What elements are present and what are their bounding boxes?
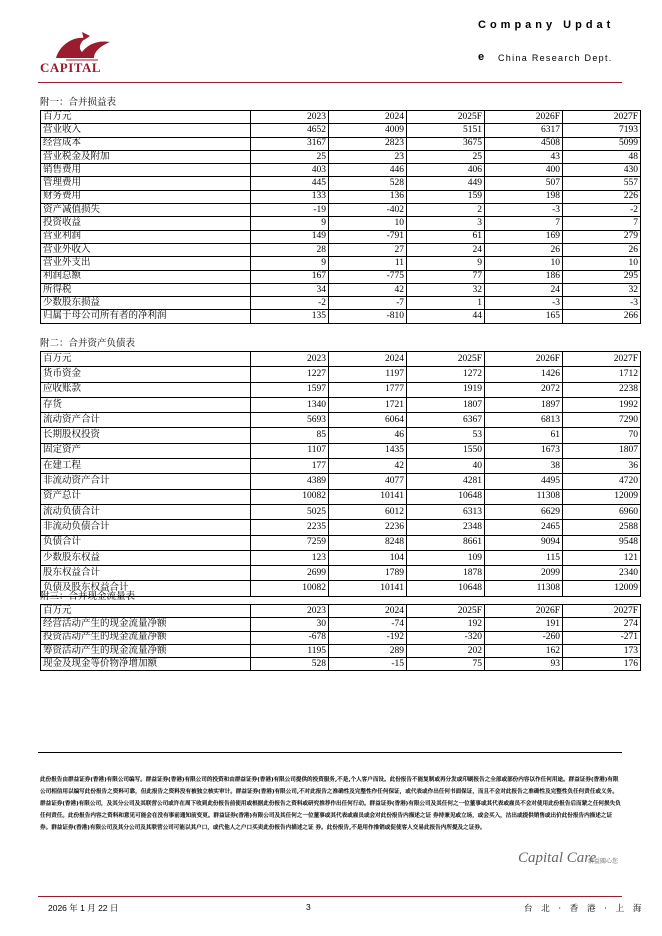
value-cell: 528 [329, 177, 407, 190]
balance-sheet-table [40, 351, 641, 597]
value-cell: 1340 [251, 397, 329, 412]
value-cell: 135 [251, 310, 329, 323]
table-header-row [41, 111, 641, 124]
value-cell: 1878 [407, 566, 485, 581]
value-cell: 1777 [329, 382, 407, 397]
value-cell: 10 [485, 257, 563, 270]
value-cell: 449 [407, 177, 485, 190]
row-label-cell: 投资活动产生的现金流量净额 [41, 631, 251, 644]
value-cell: -2 [251, 297, 329, 310]
table-header-cell: 2027F [563, 111, 641, 124]
value-cell: 7 [485, 217, 563, 230]
balance-sheet-title: 附二：合并资产负债表 [40, 339, 136, 349]
row-label-cell: 现金及现金等价物净增加额 [41, 658, 251, 671]
table-row [41, 504, 641, 519]
row-label-cell: 少数股东损益 [41, 297, 251, 310]
table-header-cell: 百万元 [41, 605, 251, 618]
value-cell: 226 [563, 190, 641, 203]
row-label-cell: 负债合计 [41, 535, 251, 550]
value-cell: 2238 [563, 382, 641, 397]
table-header-cell: 百万元 [41, 111, 251, 124]
value-cell: 25 [407, 150, 485, 163]
value-cell: 61 [407, 230, 485, 243]
row-label-cell: 资产总计 [41, 489, 251, 504]
table-header-cell: 2024 [329, 111, 407, 124]
value-cell: 5099 [563, 137, 641, 150]
page-number: 3 [306, 902, 311, 912]
value-cell: 7193 [563, 124, 641, 137]
value-cell: -775 [329, 270, 407, 283]
value-cell: 1992 [563, 397, 641, 412]
value-cell: 12009 [563, 489, 641, 504]
value-cell: 6629 [485, 504, 563, 519]
row-label-cell: 营业税金及附加 [41, 150, 251, 163]
value-cell: 38 [485, 459, 563, 474]
value-cell: 133 [251, 190, 329, 203]
footer-divider [38, 896, 622, 897]
value-cell: 191 [485, 618, 563, 631]
table-row [41, 658, 641, 671]
value-cell: 70 [563, 428, 641, 443]
disclaimer-text: 此份报告由群益证券(香港)有限公司编写。群益证券(香港)有限公司的投资和由群益证券(香港)有限公司提供的投资服务,不是,个人客户而设。此份报告不能复制或再分发或印刷报告之全部或部份内容以作任何用途。群益证券(香港)有限公司相信用以编写此份报告之资料可靠，但此报告之资料没有被独立核实审计。群益证券(香港)有限公司,不对此报告之准确性及完整性作任何保证，或代表或作出任何书面保证，而且不会对此报告之准确性及完整性负任何责任或义务。群益证券(香港)有限公司，及其分公司及其联营公司或许在周下收到此份报告前使用或根据此份报告之资料或研究推荐作出任何行动。群益证券(香港)有限公司及其任何之一位董事或其代表或雇员不会对使用此份报告后而蒙之任何损失负任何责任。此份报告内容之资料和意见可能会在没有事前通知前变更。群益证券(香港)有限公司及其任何之一位董事或其代表或雇员或会对此份报告内描述之证 券持兼见或立场，或会买入，沽出或提供销售或出价此份报告内描述之证券。群益证券(香港)有限公司及其分公司及其联营公司可能以其户口，或代他人之户口买卖此份报告内描述之证 券。此份报告,不是用作推销或促使客人交易此报告内所提及之证券。 [40, 777, 621, 831]
value-cell: 159 [407, 190, 485, 203]
value-cell: 1789 [329, 566, 407, 581]
value-cell: 557 [563, 177, 641, 190]
value-cell: 403 [251, 164, 329, 177]
table-row [41, 124, 641, 137]
row-label-cell: 非流动资产合计 [41, 474, 251, 489]
value-cell: 5025 [251, 504, 329, 519]
table-row [41, 150, 641, 163]
office-cities: 台 北 · 香 港 · 上 海 [524, 904, 645, 914]
table-row [41, 204, 641, 217]
value-cell: 2588 [563, 520, 641, 535]
value-cell: 75 [407, 658, 485, 671]
value-cell: 192 [407, 618, 485, 631]
table-header-cell: 2023 [251, 111, 329, 124]
value-cell: 2236 [329, 520, 407, 535]
capital-care-tagline: 群益關心您 [588, 859, 619, 865]
table-row [41, 243, 641, 256]
value-cell: 2340 [563, 566, 641, 581]
income-statement-table [40, 110, 641, 324]
table-row [41, 428, 641, 443]
row-label-cell: 长期股权投资 [41, 428, 251, 443]
row-label-cell: 筹资活动产生的现金流量净额 [41, 644, 251, 657]
value-cell: 406 [407, 164, 485, 177]
value-cell: 32 [407, 283, 485, 296]
capital-care-logo: Capital Care [518, 850, 597, 866]
table-row [41, 164, 641, 177]
table-row [41, 618, 641, 631]
value-cell: 30 [251, 618, 329, 631]
value-cell: 53 [407, 428, 485, 443]
value-cell: 123 [251, 550, 329, 565]
value-cell: 6960 [563, 504, 641, 519]
row-label-cell: 在建工程 [41, 459, 251, 474]
value-cell: 10082 [251, 581, 329, 596]
row-label-cell: 应收账款 [41, 382, 251, 397]
value-cell: 36 [563, 459, 641, 474]
table-header-cell: 2024 [329, 352, 407, 367]
table-header-cell: 百万元 [41, 352, 251, 367]
value-cell: 400 [485, 164, 563, 177]
value-cell: 11 [329, 257, 407, 270]
value-cell: 4508 [485, 137, 563, 150]
value-cell: 24 [485, 283, 563, 296]
value-cell: 48 [563, 150, 641, 163]
value-cell: -7 [329, 297, 407, 310]
value-cell: 11308 [485, 489, 563, 504]
row-label-cell: 经营活动产生的现金流量净额 [41, 618, 251, 631]
value-cell: 2699 [251, 566, 329, 581]
value-cell: 25 [251, 150, 329, 163]
value-cell: 28 [251, 243, 329, 256]
value-cell: 167 [251, 270, 329, 283]
value-cell: -2 [563, 204, 641, 217]
table-header-cell: 2026F [485, 352, 563, 367]
value-cell: 279 [563, 230, 641, 243]
row-label-cell: 股东权益合计 [41, 566, 251, 581]
value-cell: 162 [485, 644, 563, 657]
value-cell: 4077 [329, 474, 407, 489]
value-cell: -15 [329, 658, 407, 671]
value-cell: -3 [563, 297, 641, 310]
value-cell: -260 [485, 631, 563, 644]
value-cell: 1919 [407, 382, 485, 397]
table-row [41, 520, 641, 535]
value-cell: 6012 [329, 504, 407, 519]
row-label-cell: 经营成本 [41, 137, 251, 150]
value-cell: -74 [329, 618, 407, 631]
table-row [41, 283, 641, 296]
row-label-cell: 营业外收入 [41, 243, 251, 256]
table-row [41, 217, 641, 230]
value-cell: 2099 [485, 566, 563, 581]
value-cell: 6313 [407, 504, 485, 519]
value-cell: 23 [329, 150, 407, 163]
value-cell: -192 [329, 631, 407, 644]
value-cell: 295 [563, 270, 641, 283]
table-row [41, 137, 641, 150]
value-cell: 1897 [485, 397, 563, 412]
value-cell: 10 [329, 217, 407, 230]
value-cell: -402 [329, 204, 407, 217]
table-row [41, 550, 641, 565]
value-cell: 274 [563, 618, 641, 631]
value-cell: 11308 [485, 581, 563, 596]
value-cell: 93 [485, 658, 563, 671]
value-cell: 1721 [329, 397, 407, 412]
value-cell: 289 [329, 644, 407, 657]
row-label-cell: 营业收入 [41, 124, 251, 137]
value-cell: 2 [407, 204, 485, 217]
table-row [41, 177, 641, 190]
row-label-cell: 流动负债合计 [41, 504, 251, 519]
value-cell: 9548 [563, 535, 641, 550]
value-cell: -271 [563, 631, 641, 644]
value-cell: 4652 [251, 124, 329, 137]
value-cell: 6367 [407, 413, 485, 428]
value-cell: 5693 [251, 413, 329, 428]
value-cell: 10141 [329, 489, 407, 504]
table-header-cell: 2027F [563, 605, 641, 618]
balance-sheet-section [40, 338, 638, 597]
report-type-title: Company Updat [478, 19, 615, 31]
row-label-cell: 非流动负债合计 [41, 520, 251, 535]
value-cell: 27 [329, 243, 407, 256]
table-header-cell: 2025F [407, 111, 485, 124]
value-cell: 507 [485, 177, 563, 190]
department-label: China Research Dept. [498, 53, 613, 63]
value-cell: 177 [251, 459, 329, 474]
table-header-row [41, 352, 641, 367]
value-cell: 4495 [485, 474, 563, 489]
value-cell: 266 [563, 310, 641, 323]
value-cell: 176 [563, 658, 641, 671]
value-cell: 4281 [407, 474, 485, 489]
value-cell: 121 [563, 550, 641, 565]
value-cell: 1435 [329, 443, 407, 458]
value-cell: 34 [251, 283, 329, 296]
value-cell: 3 [407, 217, 485, 230]
logo-text: CAPITAL [40, 60, 102, 75]
value-cell: 10141 [329, 581, 407, 596]
value-cell: 1597 [251, 382, 329, 397]
value-cell: 7259 [251, 535, 329, 550]
table-header-cell: 2025F [407, 352, 485, 367]
report-date: 2026 年 1 月 22 日 [48, 903, 119, 913]
value-cell: 1550 [407, 443, 485, 458]
value-cell: 4009 [329, 124, 407, 137]
value-cell: 6317 [485, 124, 563, 137]
table-header-cell: 2026F [485, 605, 563, 618]
value-cell: 149 [251, 230, 329, 243]
table-row [41, 230, 641, 243]
table-row [41, 566, 641, 581]
value-cell: 4720 [563, 474, 641, 489]
value-cell: 173 [563, 644, 641, 657]
value-cell: 2348 [407, 520, 485, 535]
value-cell: 85 [251, 428, 329, 443]
value-cell: 104 [329, 550, 407, 565]
value-cell: 9 [251, 217, 329, 230]
row-label-cell: 归属于母公司所有者的净利润 [41, 310, 251, 323]
value-cell: 46 [329, 428, 407, 443]
income-statement-title: 附一：合并损益表 [40, 98, 117, 108]
value-cell: 26 [563, 243, 641, 256]
value-cell: 1197 [329, 367, 407, 382]
value-cell: -678 [251, 631, 329, 644]
value-cell: 8661 [407, 535, 485, 550]
value-cell: 446 [329, 164, 407, 177]
report-type-title-end: e [478, 51, 485, 63]
table-header-row [41, 605, 641, 618]
value-cell: 5151 [407, 124, 485, 137]
value-cell: 528 [251, 658, 329, 671]
value-cell: 1426 [485, 367, 563, 382]
value-cell: 43 [485, 150, 563, 163]
value-cell: 165 [485, 310, 563, 323]
table-row [41, 644, 641, 657]
value-cell: 1 [407, 297, 485, 310]
value-cell: 42 [329, 283, 407, 296]
cash-flow-section [40, 591, 638, 671]
value-cell: 169 [485, 230, 563, 243]
row-label-cell: 资产减值损失 [41, 204, 251, 217]
row-label-cell: 投资收益 [41, 217, 251, 230]
value-cell: 9 [407, 257, 485, 270]
value-cell: -320 [407, 631, 485, 644]
table-header-cell: 2023 [251, 605, 329, 618]
value-cell: 1107 [251, 443, 329, 458]
value-cell: 3167 [251, 137, 329, 150]
value-cell: 6813 [485, 413, 563, 428]
value-cell: 7290 [563, 413, 641, 428]
value-cell: 10648 [407, 489, 485, 504]
value-cell: 26 [485, 243, 563, 256]
table-row [41, 367, 641, 382]
value-cell: -791 [329, 230, 407, 243]
row-label-cell: 所得税 [41, 283, 251, 296]
table-row [41, 489, 641, 504]
value-cell: -3 [485, 297, 563, 310]
value-cell: -19 [251, 204, 329, 217]
cash-flow-table [40, 604, 641, 671]
value-cell: 2823 [329, 137, 407, 150]
value-cell: 430 [563, 164, 641, 177]
table-header-cell: 2025F [407, 605, 485, 618]
table-row [41, 257, 641, 270]
row-label-cell: 流动资产合计 [41, 413, 251, 428]
value-cell: -810 [329, 310, 407, 323]
value-cell: 42 [329, 459, 407, 474]
value-cell: 2465 [485, 520, 563, 535]
value-cell: 1227 [251, 367, 329, 382]
header-divider [38, 82, 622, 83]
value-cell: 109 [407, 550, 485, 565]
value-cell: 1807 [407, 397, 485, 412]
value-cell: 2235 [251, 520, 329, 535]
row-label-cell: 负债及股东权益合计 [41, 581, 251, 596]
row-label-cell: 利润总额 [41, 270, 251, 283]
value-cell: 136 [329, 190, 407, 203]
table-header-cell: 2023 [251, 352, 329, 367]
row-label-cell: 财务费用 [41, 190, 251, 203]
table-row [41, 382, 641, 397]
value-cell: 1712 [563, 367, 641, 382]
row-label-cell: 少数股东权益 [41, 550, 251, 565]
cash-flow-title: 附三：合并现金流量表 [40, 592, 136, 602]
row-label-cell: 管理费用 [41, 177, 251, 190]
value-cell: 7 [563, 217, 641, 230]
table-header-cell: 2026F [485, 111, 563, 124]
disclaimer-divider [38, 752, 622, 753]
value-cell: 4389 [251, 474, 329, 489]
value-cell: 6064 [329, 413, 407, 428]
value-cell: 32 [563, 283, 641, 296]
value-cell: 202 [407, 644, 485, 657]
table-row [41, 270, 641, 283]
table-row [41, 297, 641, 310]
table-row [41, 631, 641, 644]
value-cell: 9 [251, 257, 329, 270]
table-row [41, 310, 641, 323]
value-cell: 44 [407, 310, 485, 323]
row-label-cell: 营业外支出 [41, 257, 251, 270]
table-row [41, 459, 641, 474]
value-cell: -3 [485, 204, 563, 217]
table-header-cell: 2024 [329, 605, 407, 618]
value-cell: 115 [485, 550, 563, 565]
row-label-cell: 货币资金 [41, 367, 251, 382]
value-cell: 445 [251, 177, 329, 190]
value-cell: 24 [407, 243, 485, 256]
value-cell: 1673 [485, 443, 563, 458]
value-cell: 8248 [329, 535, 407, 550]
value-cell: 1807 [563, 443, 641, 458]
value-cell: 10648 [407, 581, 485, 596]
value-cell: 198 [485, 190, 563, 203]
table-row [41, 413, 641, 428]
table-row [41, 397, 641, 412]
value-cell: 10 [563, 257, 641, 270]
table-row [41, 190, 641, 203]
table-row [41, 443, 641, 458]
income-statement-section [40, 97, 638, 324]
value-cell: 40 [407, 459, 485, 474]
value-cell: 186 [485, 270, 563, 283]
value-cell: 3675 [407, 137, 485, 150]
value-cell: 1272 [407, 367, 485, 382]
value-cell: 12009 [563, 581, 641, 596]
row-label-cell: 固定资产 [41, 443, 251, 458]
value-cell: 2072 [485, 382, 563, 397]
table-header-cell: 2027F [563, 352, 641, 367]
table-row [41, 535, 641, 550]
value-cell: 9094 [485, 535, 563, 550]
table-row [41, 474, 641, 489]
value-cell: 61 [485, 428, 563, 443]
value-cell: 1195 [251, 644, 329, 657]
value-cell: 10082 [251, 489, 329, 504]
row-label-cell: 存货 [41, 397, 251, 412]
value-cell: 77 [407, 270, 485, 283]
row-label-cell: 营业利润 [41, 230, 251, 243]
row-label-cell: 销售费用 [41, 164, 251, 177]
